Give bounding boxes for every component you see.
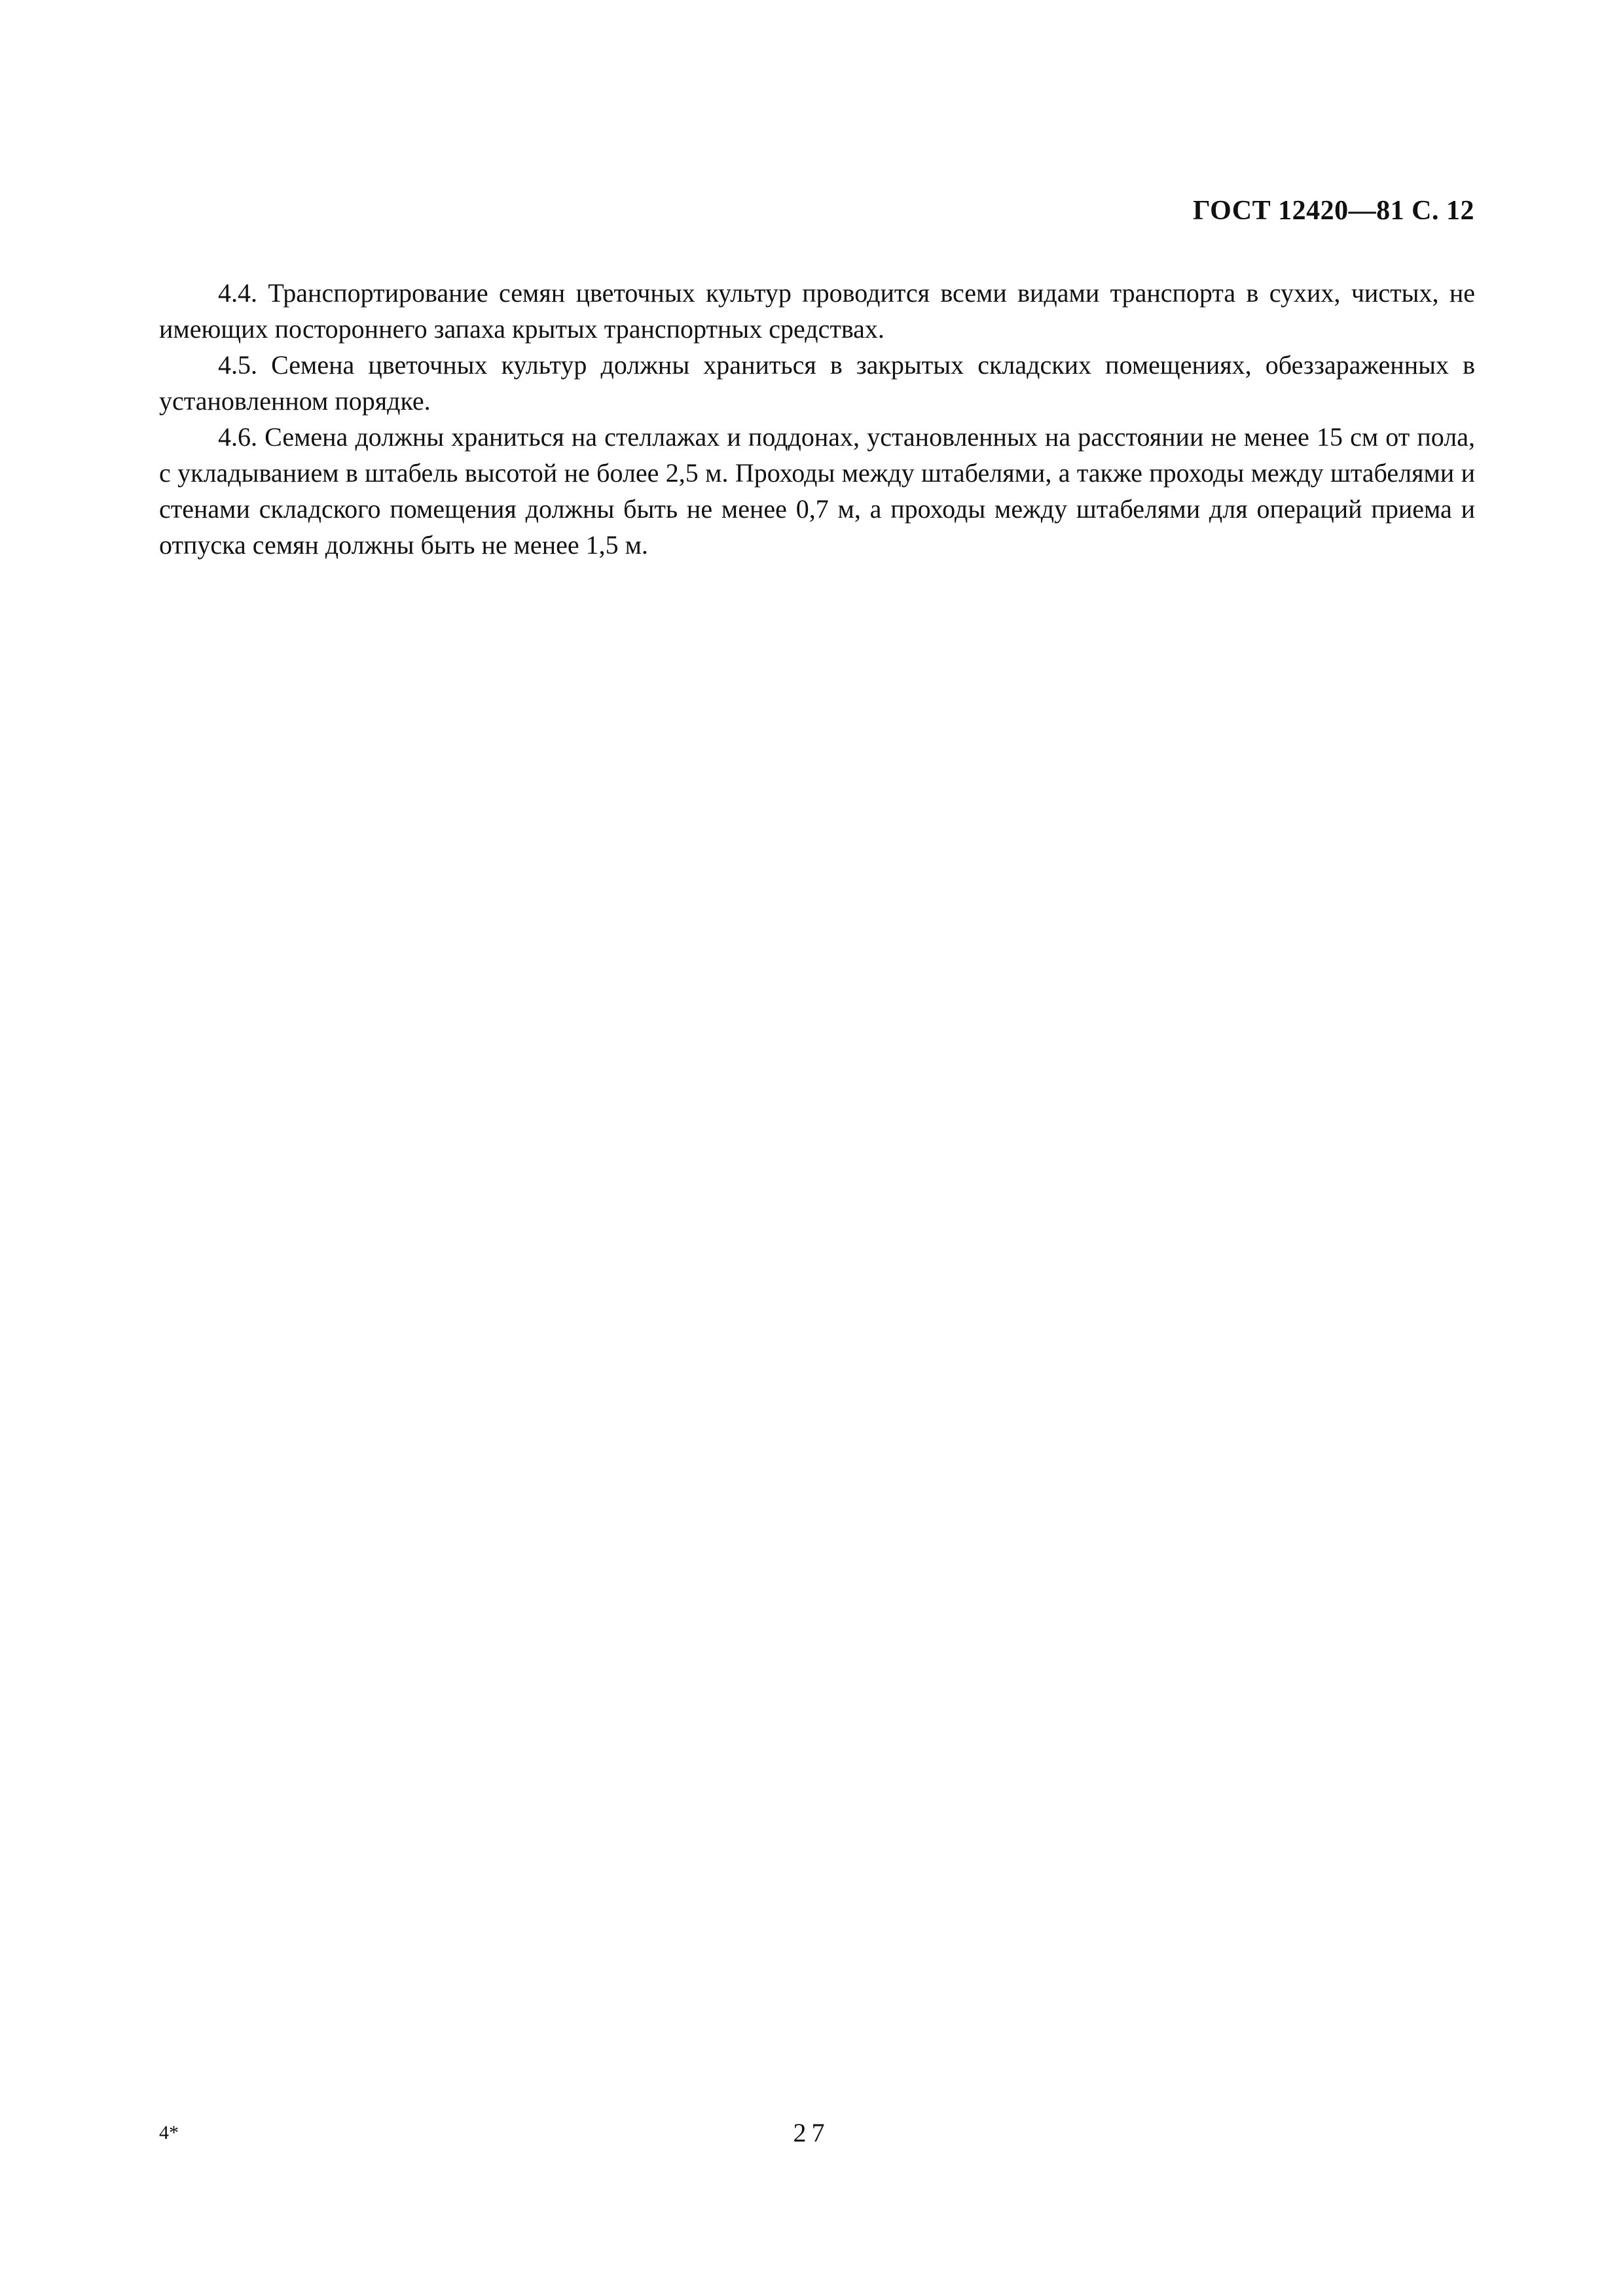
paragraph-4-4: 4.4. Транспортирование семян цветочных культур проводится всеми видами транспорта в сухих, чистых, не имеющих постороннего запаха крытых транспортных средствах. bbox=[159, 278, 1475, 344]
paragraph-4-5: 4.5. Семена цветочных культур должны храниться в закрытых складских помещениях, обеззараженных в установленном порядке. bbox=[159, 350, 1475, 416]
page-number: 27 bbox=[793, 2118, 830, 2147]
sheet-mark: 4* bbox=[159, 2122, 179, 2144]
document-body bbox=[159, 275, 1475, 563]
paragraph-4-6: 4.6. Семена должны храниться на стеллажах и поддонах, установленных на расстоянии не менее 15 см от пола, с укладыванием в штабель высотой не более 2,5 м. Проходы между штабелями, а также проходы между штабелями и стенами складского помещения должны быть не менее 0,7 м, а проходы между штабелями для операций приема и отпуска семян должны быть не менее 1,5 м. bbox=[159, 422, 1475, 560]
document-header: ГОСТ 12420—81 С. 12 bbox=[1192, 196, 1474, 226]
